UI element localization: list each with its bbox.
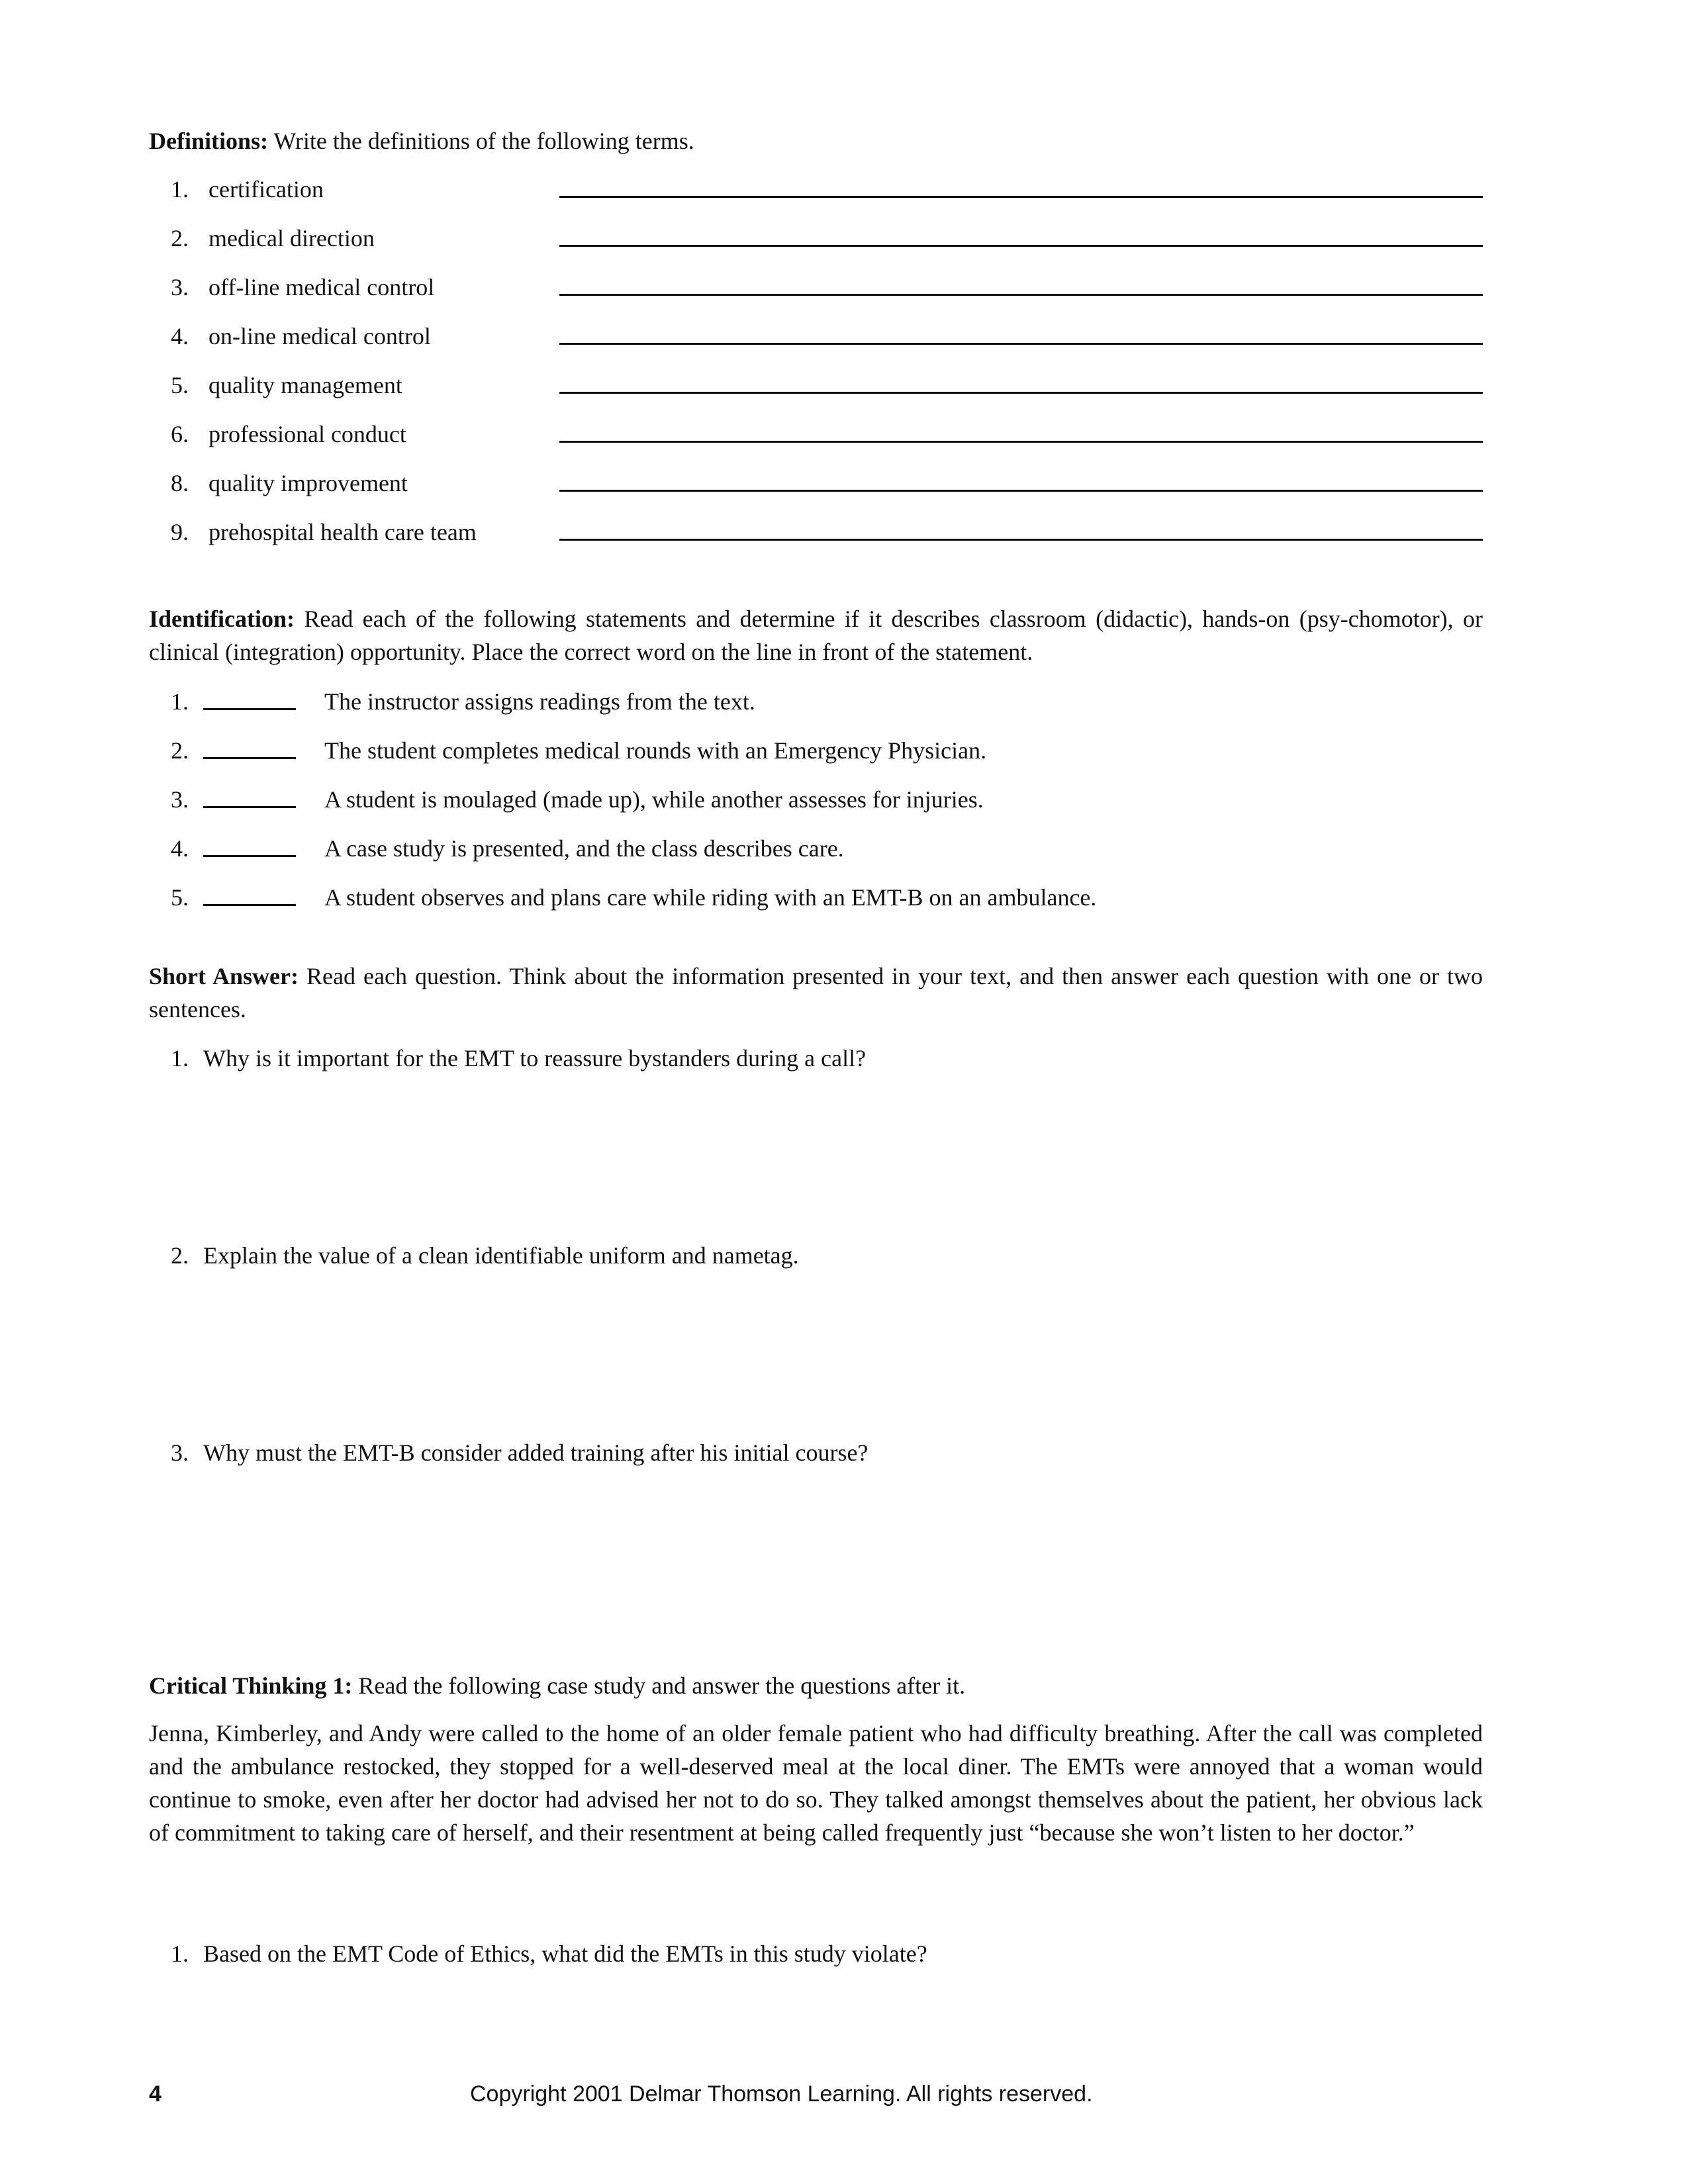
- answer-line[interactable]: [559, 539, 1483, 541]
- answer-blank[interactable]: [203, 757, 296, 759]
- question-text: Based on the EMT Code of Ethics, what did the EMTs in this study violate?: [203, 1940, 927, 1967]
- short-answer-heading: [149, 960, 1483, 1026]
- item-number: 3.: [171, 786, 189, 813]
- item-number: 1.: [171, 1045, 189, 1071]
- definition-term: on-line medical control: [209, 323, 431, 349]
- identification-list: [149, 686, 1483, 924]
- definition-term: medical direction: [209, 225, 375, 251]
- critical-thinking-instruction: Read the following case study and answer the questions after it.: [358, 1672, 966, 1699]
- item-number: 8.: [171, 470, 189, 496]
- identification-heading: [149, 602, 1483, 668]
- item-number: 2.: [171, 225, 189, 251]
- identification-section: [149, 602, 1483, 668]
- definitions-section: [149, 124, 1483, 158]
- definition-term: off-line medical control: [209, 274, 435, 300]
- identification-instruction: Read each of the following statements and determine if it describes classroom (didactic), hands-on (psy-chomotor), or clinical (integration) opportunity. Place the correct word on the line in front of the statement.: [149, 606, 1483, 665]
- item-number: 2.: [171, 1242, 189, 1269]
- short-answer-list: [149, 1042, 1483, 1479]
- critical-thinking-section: [149, 1669, 1483, 1849]
- item-number: 3.: [171, 1439, 189, 1466]
- answer-line[interactable]: [559, 196, 1483, 198]
- statement-text: The student completes medical rounds with an Emergency Physician.: [324, 737, 987, 764]
- critical-thinking-label: Critical Thinking 1:: [149, 1672, 353, 1699]
- item-number: 6.: [171, 421, 189, 447]
- definition-term: professional conduct: [209, 421, 406, 447]
- answer-line[interactable]: [559, 441, 1483, 443]
- definition-term: certification: [209, 176, 324, 203]
- question-text: Why must the EMT-B consider added training after his initial course?: [203, 1439, 868, 1466]
- definitions-heading: [149, 124, 1483, 158]
- short-answer-label: Short Answer:: [149, 963, 299, 989]
- answer-blank[interactable]: [203, 855, 296, 857]
- item-number: 4.: [171, 323, 189, 349]
- definition-term: quality management: [209, 372, 402, 398]
- definition-term: prehospital health care team: [209, 519, 477, 545]
- answer-blank[interactable]: [203, 904, 296, 906]
- answer-blank[interactable]: [203, 708, 296, 710]
- answer-line[interactable]: [559, 343, 1483, 345]
- answer-line[interactable]: [559, 490, 1483, 492]
- item-number: 4.: [171, 835, 189, 862]
- definitions-list: [149, 173, 1483, 557]
- item-number: 1.: [171, 1940, 189, 1967]
- question-text: Why is it important for the EMT to reassure bystanders during a call?: [203, 1045, 867, 1071]
- case-study-paragraph: Jenna, Kimberley, and Andy were called to the home of an older female patient who had difficulty breathing. After the call was completed and the ambulance restocked, they stopped for a well-deserved meal at the local diner. The EMTs were annoyed that a woman would continue to smoke, even after her doctor had advised her not to do so. They talked amongst themselves about the patient, her obvious lack of commitment to taking care of herself, and their resentment at being called frequently just “because she won’t listen to her doctor.”: [149, 1720, 1483, 1846]
- statement-text: A case study is presented, and the class describes care.: [324, 835, 844, 862]
- item-number: 5.: [171, 884, 189, 911]
- copyright-notice: Copyright 2001 Delmar Thomson Learning. All rights reserved.: [470, 2081, 1093, 2107]
- critical-thinking-heading: [149, 1669, 1483, 1702]
- short-answer-section: [149, 960, 1483, 1026]
- item-number: 1.: [171, 688, 189, 715]
- statement-text: A student observes and plans care while riding with an EMT-B on an ambulance.: [324, 884, 1097, 911]
- definitions-label: Definitions:: [149, 128, 268, 154]
- item-number: 9.: [171, 519, 189, 545]
- answer-blank[interactable]: [203, 806, 296, 808]
- answer-line[interactable]: [559, 294, 1483, 296]
- statement-text: A student is moulaged (made up), while another assesses for injuries.: [324, 786, 984, 813]
- answer-line[interactable]: [559, 392, 1483, 394]
- page-number: 4: [149, 2081, 162, 2107]
- question-text: Explain the value of a clean identifiable uniform and nametag.: [203, 1242, 799, 1269]
- item-number: 2.: [171, 737, 189, 764]
- definition-term: quality improvement: [209, 470, 408, 496]
- item-number: 5.: [171, 372, 189, 398]
- short-answer-instruction: Read each question. Think about the information presented in your text, and then answer each question with one or two sentences.: [149, 963, 1483, 1023]
- identification-label: Identification:: [149, 606, 295, 632]
- definitions-instruction: Write the definitions of the following terms.: [273, 128, 694, 154]
- item-number: 3.: [171, 274, 189, 300]
- item-number: 1.: [171, 176, 189, 203]
- answer-line[interactable]: [559, 245, 1483, 247]
- critical-thinking-list: [149, 1938, 1483, 1978]
- statement-text: The instructor assigns readings from the text.: [324, 688, 755, 715]
